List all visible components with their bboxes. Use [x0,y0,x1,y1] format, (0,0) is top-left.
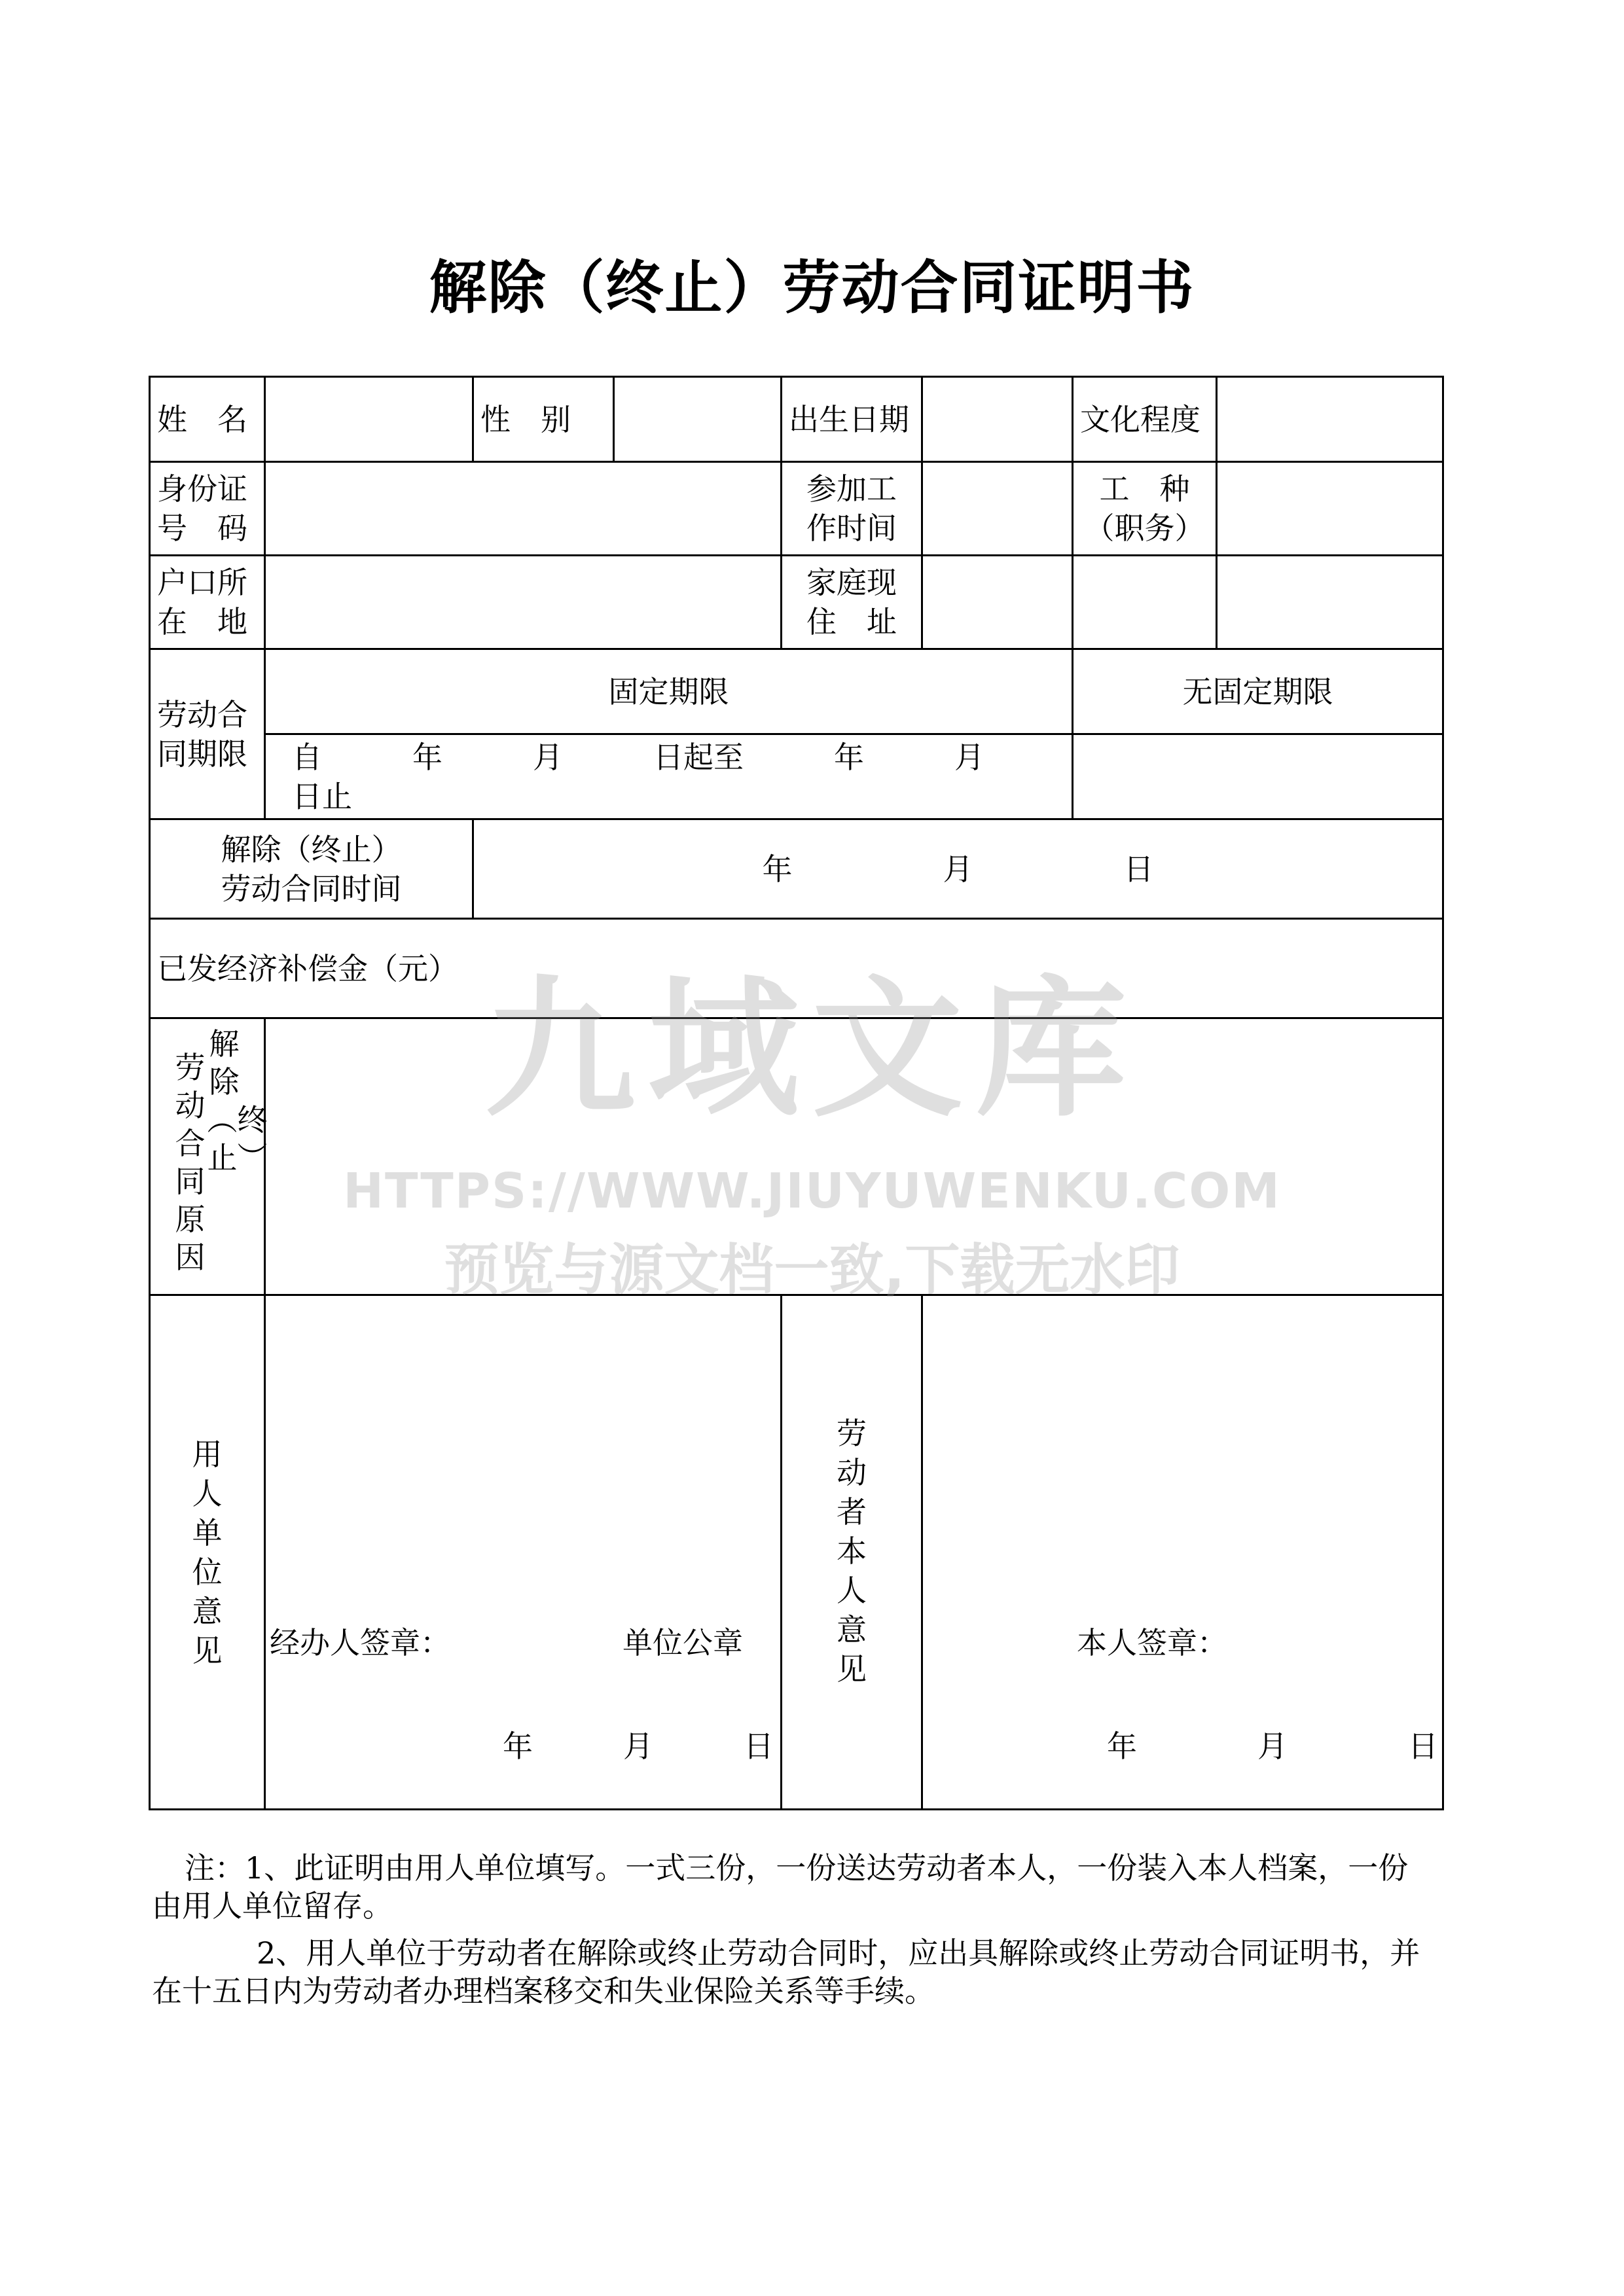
work-start-field[interactable] [922,462,1073,556]
blank-cell[interactable] [1217,556,1443,649]
reason-label-col-2: 解除︵终止︶ [207,1026,268,1175]
education-field[interactable] [1217,377,1443,462]
watermark-subtitle: 预览与源文档一致,下载无水印 [444,1238,1180,1302]
open-term-header: 无固定期限 [1073,649,1443,734]
termination-time-label: 解除（终止） 劳动合同时间 [150,819,473,919]
document-title: 解除（终止）劳动合同证明书 [429,254,1195,321]
birth-date-field[interactable] [922,377,1073,462]
watermark-logo-text: 九域文库 [484,963,1140,1138]
education-label: 文化程度 [1073,377,1217,462]
row-id-info [150,462,1443,556]
watermark-url: HTTPS://WWW.JIUYUWENKU.COM [343,1163,1281,1219]
fixed-term-header: 固定期限 [265,649,1073,734]
row-contract-term [150,649,1443,734]
row-termination-time [150,819,1443,919]
row-address-info [150,556,1443,649]
hukou-label: 户口所 在 地 [150,556,265,649]
hukou-field[interactable] [265,556,782,649]
notes-section [152,1849,1435,2019]
birth-date-label: 出生日期 [782,377,922,462]
termination-date-field[interactable]: 年 月 日 [473,819,1443,919]
worker-opinion-field[interactable] [922,1295,1443,1810]
worker-signature: 本人签章： [1077,1625,1227,1660]
worker-opinion-label: 劳动者本人意见 [782,1295,922,1810]
row-compensation [150,919,1443,1018]
gender-label: 性 别 [473,377,614,462]
termination-reason-field[interactable] [265,1018,1443,1295]
note-2: 2、用人单位于劳动者在解除或终止劳动合同时，应出具解除或终止劳动合同证明书，并在十五日内为劳动者办理档案移交和失业保险关系等手续。 [152,1935,1420,2009]
id-number-label: 身份证 号 码 [150,462,265,556]
reason-label-col-1: 劳动合同原因 [175,1050,206,1275]
home-address-field[interactable] [922,556,1073,649]
employer-opinion-field[interactable] [265,1295,782,1810]
termination-reason-label [150,1018,268,1295]
row-contract-period [150,734,1443,819]
employer-opinion-label: 用人单位意见 [150,1295,265,1810]
name-field[interactable] [265,377,473,462]
home-address-label: 家庭现 住 址 [782,556,922,649]
contract-term-label: 劳动合 同期限 [150,649,265,819]
row-basic-info [150,377,1443,462]
termination-form-table [149,376,1444,1810]
handler-signature: 经办人签章： [270,1625,450,1660]
fixed-term-period[interactable]: 自 年 月 日起至 年 月 日止 [265,734,1073,819]
open-term-field[interactable] [1073,734,1443,819]
unit-seal: 单位公章 [623,1625,743,1660]
job-field[interactable] [1217,462,1443,556]
worker-date: 年 月 日 [1107,1729,1438,1764]
row-termination-reason [150,1018,1443,1295]
compensation-field[interactable]: 已发经济补偿金（元） [150,919,1443,1018]
blank-cell[interactable] [1073,556,1217,649]
id-number-field[interactable] [265,462,782,556]
job-label: 工 种 （职务） [1073,462,1217,556]
gender-field[interactable] [614,377,782,462]
row-opinions [150,1295,1443,1810]
work-start-label: 参加工 作时间 [782,462,922,556]
note-1: 注：1、此证明由用人单位填写。一式三份，一份送达劳动者本人，一份装入本人档案，一份由用人单位留存。 [152,1850,1409,1924]
name-label: 姓 名 [150,377,265,462]
employer-date: 年 月 日 [503,1729,774,1764]
